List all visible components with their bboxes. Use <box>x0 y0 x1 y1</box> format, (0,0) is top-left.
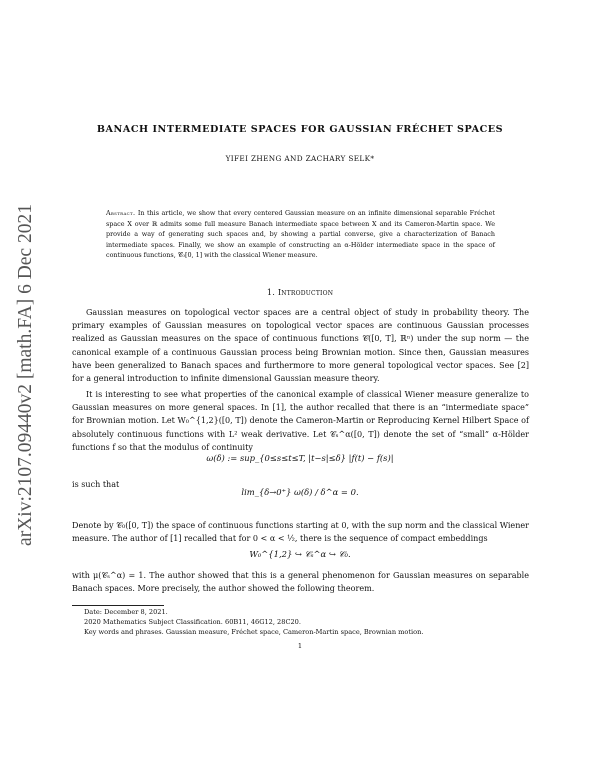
paragraph-5: with μ(𝒞ₛ^α) = 1. The author showed that this is a general phenomenon for Gaussian measures on separable Banach spaces. More precisely, the author showed the following theorem. <box>72 571 529 594</box>
arxiv-id: arXiv:2107.09440v2 [math.FA] 6 Dec 2021 <box>15 204 36 546</box>
equation-modulus: ω(δ) := sup_{0≤s≤t≤T, |t−s|≤δ} |f(t) − f(s)| <box>206 453 394 463</box>
paper-title: BANACH INTERMEDIATE SPACES FOR GAUSSIAN FRÉCHET SPACES <box>96 124 504 135</box>
paragraph-4: Denote by 𝒞₀([0, T]) the space of continuous functions starting at 0, with the sup norm and the classical Wiener measure. The author of [1] recalled that for 0 < α < ½, there is the sequence of compact embeddings <box>72 521 529 544</box>
abstract-heading: Abstract. <box>106 209 136 217</box>
footnote-msc: 2020 Mathematics Subject Classification. 60B11, 46G12, 28C20. <box>84 618 301 626</box>
paragraph-1: Gaussian measures on topological vector spaces are a central object of study in probability theory. The primary examples of Gaussian measures on topological vector spaces are continuous Gaussian processes realized as Gaussian measures on the space of continuous functions 𝒞([0, T], ℝⁿ) under the sup norm — the canonical example of a continuous Gaussian process being Brownian motion. Since then, Gaussian measures have been generalized to Banach spaces and furthermore to more general topological vector spaces. See [2] for a general introduction to infinite dimensional Gaussian measure theory. <box>72 308 529 384</box>
equation-embeddings: W₀^{1,2} ↪ 𝒞ₛ^α ↪ 𝒞₀. <box>249 549 351 559</box>
paragraph-2: It is interesting to see what properties of the canonical example of classical Wiener measure generalize to Gaussian measures on more general spaces. In [1], the author recalled that there is an “intermediate space” for Brownian motion. Let W₀^{1,2}([0, T]) denote the Cameron-Martin or Reproducing Kernel Hilbert Space of absolutely continuous functions with L² weak derivative. Let 𝒞ₛ^α([0, T]) denote the set of “small” α-Hölder functions f so that the modulus of continuity <box>72 390 529 452</box>
page-number: 1 <box>297 642 303 650</box>
abstract-text: In this article, we show that every centered Gaussian measure on an infinite dimensional separable Fréchet space X over ℝ admits some full measure Banach intermediate space between X and its Cameron-Martin space. We provide a way of generating such spaces and, by showing a partial converse, give a characterization of Banach intermediate spaces. Finally, we show an example of constructing an α-Hölder intermediate space in the space of continuous functions, 𝒞₀[0, 1] with the classical Wiener measure. <box>106 209 495 260</box>
section-heading <box>0 287 600 297</box>
paper-authors: YIFEI ZHENG AND ZACHARY SELK* <box>225 154 375 163</box>
footnote-date: Date: December 8, 2021. <box>84 608 168 616</box>
abstract <box>106 208 495 261</box>
footnote-rule <box>72 605 164 606</box>
section-number: 1. <box>266 287 276 297</box>
equation-limit: lim_{δ→0⁺} ω(δ) / δ^α = 0. <box>241 487 359 497</box>
footnote-keywords: Key words and phrases. Gaussian measure, Fréchet space, Cameron-Martin space, Brownian motion. <box>84 628 424 636</box>
arxiv-sidebar-stamp <box>6 175 46 575</box>
paragraph-3: is such that <box>72 480 120 489</box>
section-title: Introduction <box>277 287 334 297</box>
